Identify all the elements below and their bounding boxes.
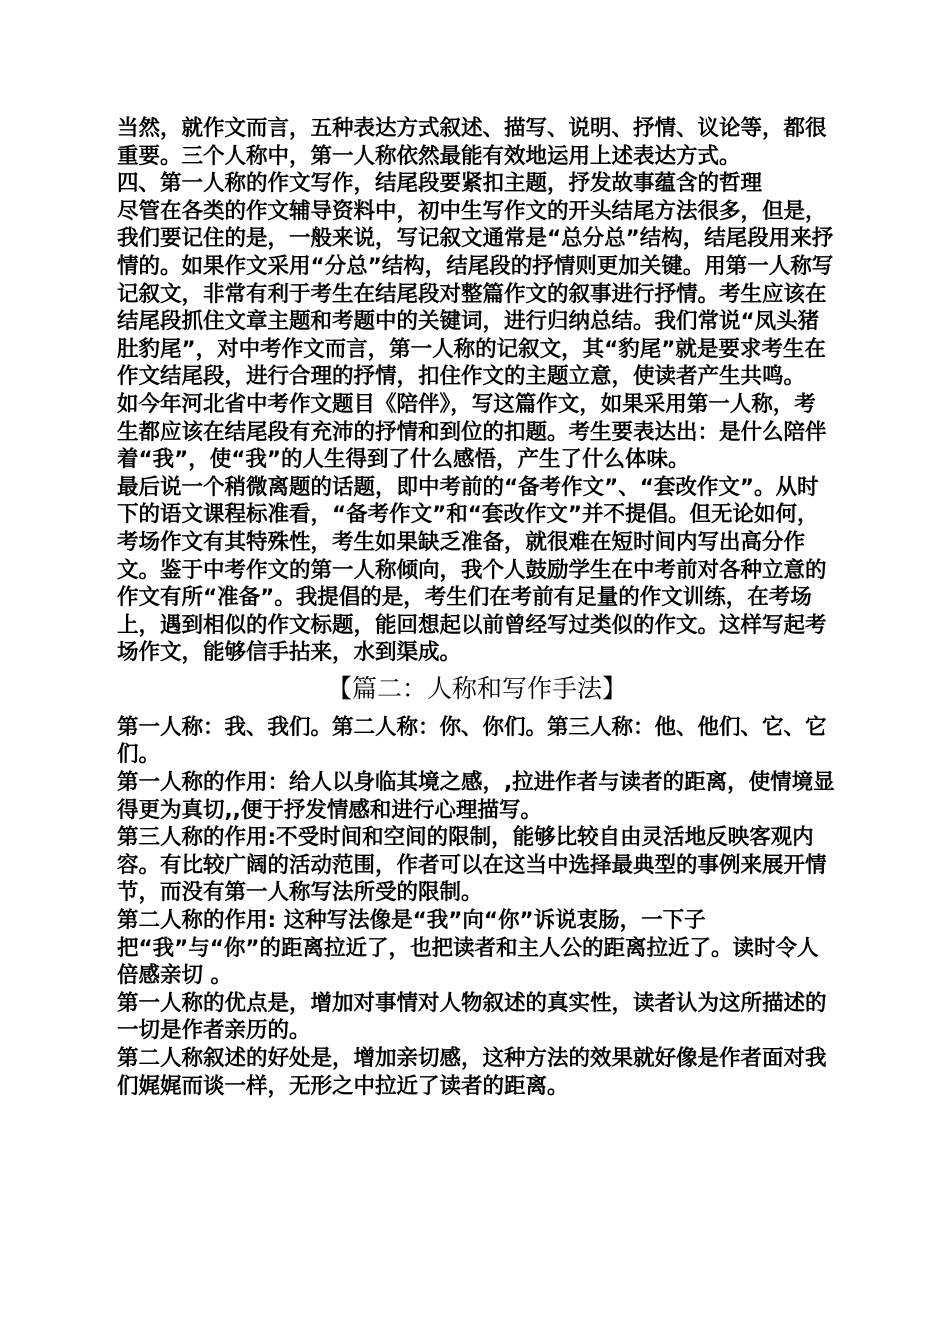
paragraph-heading-four: 四、第一人称的作文写作，结尾段要紧扣主题，抒发故事蕴含的哲理 bbox=[117, 171, 763, 197]
paragraph-first-person-effect: 第一人称的作用：给人以身临其境之感，,拉进作者与读者的距离，使情境显得更为真切,,便于抒发情感和进行心理描写。 bbox=[117, 770, 835, 823]
paragraph-person-definitions: 第一人称：我、我们。第二人称：你、你们。第三人称：他、他们、它、它们。 bbox=[117, 714, 827, 768]
document-body bbox=[117, 115, 837, 1100]
paragraph-exam-preparation: 最后说一个稍微离题的话题，即中考前的“备考作文”、“套改作文”。从时下的语文课程标准看，“备考作文”和“套改作文”并不提倡。但无论如何，考场作文有其特殊性，考生如果缺乏准备，就很难在短时间内写出高分作文。鉴于中考作文的第一人称倾向，我个人鼓励学生在中考前对各种立意的作文有所“准备”。我提倡的是，考生们在考前有足量的作文训练，在考场上，遇到相似的作文标题，能回想起以前曾经写过类似的作文。这样写起考场作文，能够信手拈来，水到渠成。 bbox=[117, 474, 827, 666]
paragraph-hebei-example: 如今年河北省中考作文题目《陪伴》，写这篇作文，如果采用第一人称，考生都应该在结尾段有充沛的抒情和到位的扣题。考生要表达出：是什么陪伴着“我”，使“我”的人生得到了什么感悟，产生了什么体味。 bbox=[117, 391, 827, 473]
paragraph-second-person-advantage: 第二人称叙述的好处是，增加亲切感，这种方法的效果就好像是作者面对我们娓娓而谈一样，无形之中拉近了读者的距离。 bbox=[117, 1046, 827, 1099]
paragraph-first-person-advantage: 第一人称的优点是，增加对事情对人物叙述的真实性，读者认为这所描述的一切是作者亲历的。 bbox=[117, 990, 827, 1044]
paragraph-expression-methods: 当然，就作文而言，五种表达方式叙述、描写、说明、抒情、议论等，都很重要。三个人称中，第一人称依然最能有效地运用上述表达方式。 bbox=[117, 116, 827, 169]
paragraph-third-person-effect: 第三人称的作用:不受时间和空间的限制，能够比较自由灵活地反映客观内容。有比较广阔的活动范围，作者可以在这当中选择最典型的事例来展开情节，而没有第一人称写法所受的限制。 bbox=[117, 825, 827, 906]
paragraph-second-person-effect: 第二人称的作用: 这种写法像是“我”向“你”诉说衷肠，一下子把“我”与“你”的距离拉近了，也把读者和主人公的距离拉近了。读时令人倍感亲切 。 bbox=[117, 908, 819, 989]
paragraph-ending-structure: 尽管在各类的作文辅导资料中，初中生写作文的开头结尾方法很多，但是，我们要记住的是，一般来说，写记叙文通常是“总分总”结构，结尾段用来抒情的。如果作文采用“分总”结构，结尾段的抒情则更加关键。用第一人称写记叙文，非常有利于考生在结尾段对整篇作文的叙事进行抒情。考生应该在结尾段抓住文章主题和考题中的关键词，进行归纳总结。我们常说“凤头猪肚豹尾”，对中考作文而言，第一人称的记叙文，其“豹尾”就是要求考生在作文结尾段，进行合理的抒情，扣住作文的主题立意，使读者产生共鸣。 bbox=[117, 198, 834, 390]
section-title: 【篇二：人称和写作手法】 bbox=[326, 673, 627, 703]
